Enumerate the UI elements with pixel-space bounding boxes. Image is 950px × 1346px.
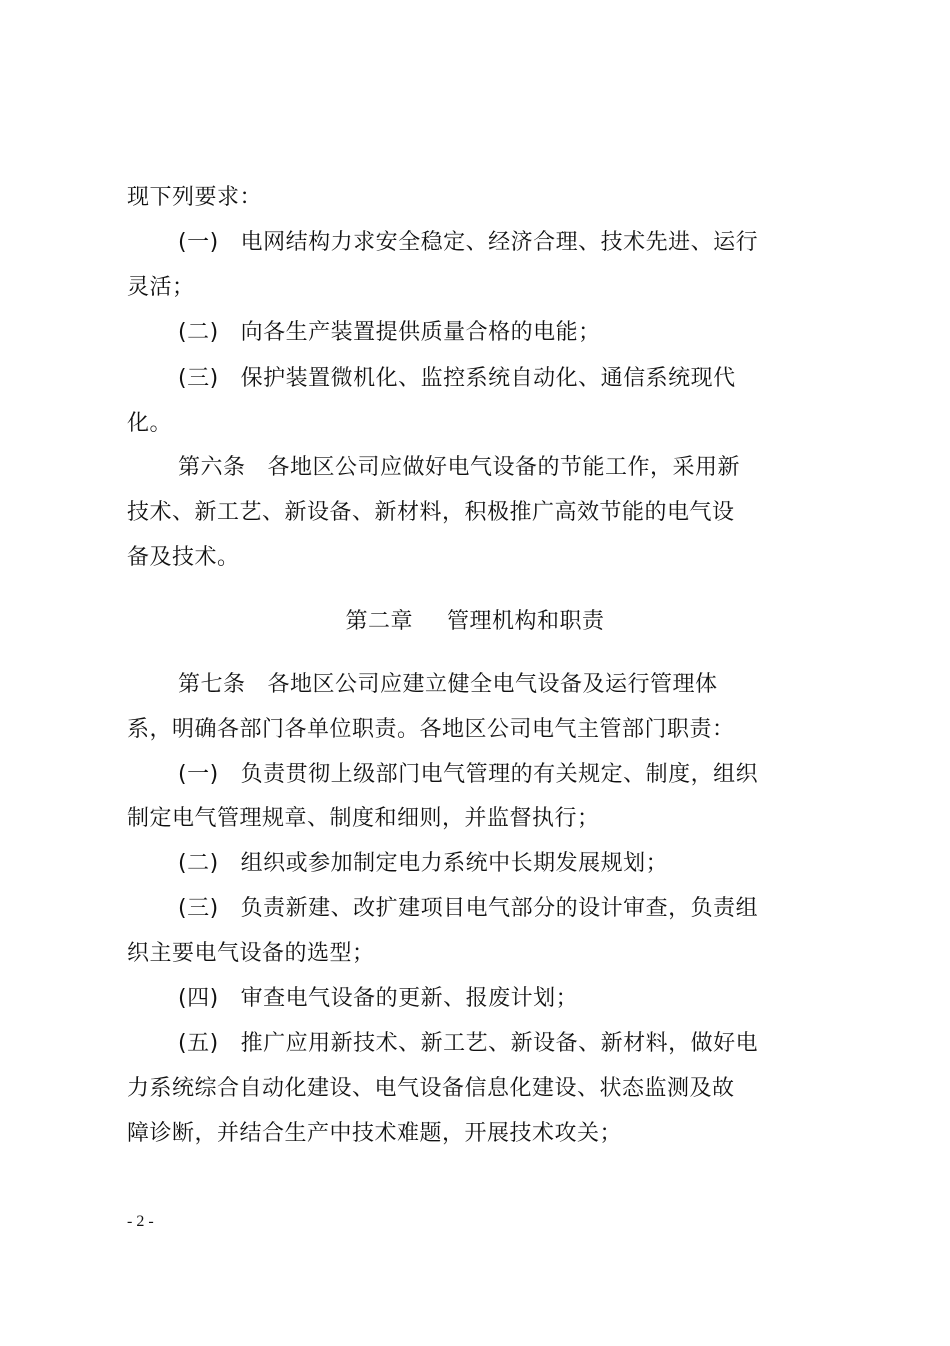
list-item <box>178 1029 758 1059</box>
article-label: 第七条 <box>178 672 246 697</box>
article-line <box>178 670 718 700</box>
text: 技术、新工艺、新设备、新材料，积极推广高效节能的电气设 <box>127 500 735 525</box>
article-label: 第六条 <box>178 455 246 480</box>
paragraph-line <box>127 273 195 303</box>
paragraph-line <box>127 1119 622 1149</box>
list-item <box>178 894 758 924</box>
text: 推广应用新技术、新工艺、新设备、新材料，做好电 <box>240 1031 759 1056</box>
text: 现下列要求： <box>127 185 263 210</box>
chapter-number: 第二章 <box>345 609 413 634</box>
text: 负责新建、改扩建项目电气部分的设计审查，负责组 <box>240 896 759 921</box>
list-item <box>178 364 736 394</box>
text: 各地区公司应建立健全电气设备及运行管理体 <box>267 672 718 697</box>
item-number: (一) <box>178 762 219 787</box>
text: 电网结构力求安全稳定、经济合理、技术先进、运行 <box>240 230 759 255</box>
text: 力系统综合自动化建设、电气设备信息化建设、状态监测及故 <box>127 1076 735 1101</box>
list-item <box>178 849 668 879</box>
list-item <box>178 228 758 258</box>
text: 审查电气设备的更新、报废计划； <box>240 986 579 1011</box>
text: 各地区公司应做好电气设备的节能工作，采用新 <box>267 455 741 480</box>
paragraph-line <box>127 543 240 573</box>
text: 负责贯彻上级部门电气管理的有关规定、制度，组织 <box>240 762 759 787</box>
paragraph-line <box>127 804 600 834</box>
text: 织主要电气设备的选型； <box>127 941 375 966</box>
paragraph-line <box>127 183 262 213</box>
item-number: (四) <box>178 986 219 1011</box>
item-number: (二) <box>178 320 219 345</box>
article-line <box>178 453 740 483</box>
text: 障诊断，并结合生产中技术难题，开展技术攻关； <box>127 1121 623 1146</box>
text: 组织或参加制定电力系统中长期发展规划； <box>240 851 669 876</box>
text: 化。 <box>127 411 173 436</box>
paragraph-line <box>127 939 375 969</box>
text: 备及技术。 <box>127 545 240 570</box>
text: 制定电气管理规章、制度和细则，并监督执行； <box>127 806 600 831</box>
paragraph-line <box>127 715 735 745</box>
text: 向各生产装置提供质量合格的电能； <box>240 320 601 345</box>
item-number: (三) <box>178 896 219 921</box>
item-number: (二) <box>178 851 219 876</box>
item-number: (一) <box>178 230 219 255</box>
chapter-title: 管理机构和职责 <box>447 609 605 634</box>
list-item <box>178 760 758 790</box>
text: 灵活； <box>127 275 195 300</box>
paragraph-line <box>127 409 172 439</box>
paragraph-line <box>127 1074 735 1104</box>
text: 保护装置微机化、监控系统自动化、通信系统现代 <box>240 366 736 391</box>
list-item <box>178 318 601 348</box>
item-number: (五) <box>178 1031 219 1056</box>
item-number: (三) <box>178 366 219 391</box>
chapter-heading <box>0 607 950 637</box>
page-number: - 2 - <box>127 1213 154 1230</box>
text: 系，明确各部门各单位职责。各地区公司电气主管部门职责： <box>127 717 735 742</box>
paragraph-line <box>127 498 735 528</box>
list-item <box>178 984 578 1014</box>
